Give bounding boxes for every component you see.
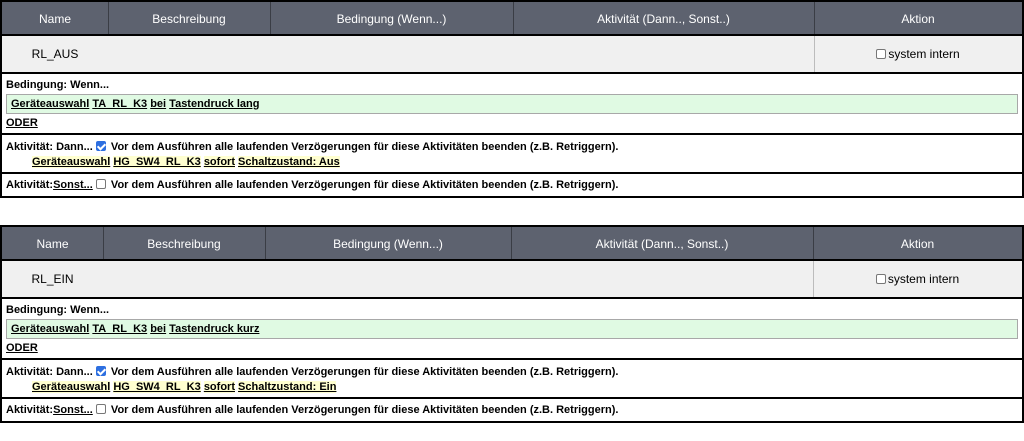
program-name[interactable]: RL_AUS	[2, 36, 109, 72]
table-header	[0, 225, 1024, 261]
then-stop-delays-text: Vor dem Ausführen alle laufenden Verzögerungen für diese Aktivitäten beenden (z.B. Retriggern).	[110, 366, 619, 378]
then-action	[6, 156, 1018, 168]
col-name: Name	[2, 227, 104, 259]
condition-device-link[interactable]: Geräteauswahl	[11, 323, 90, 335]
then-timing-link[interactable]: sofort	[203, 156, 235, 168]
else-label-prefix: Aktivität:	[6, 179, 54, 191]
then-label: Aktivität: Dann...	[6, 141, 93, 153]
else-section	[2, 397, 1022, 421]
condition-when-link[interactable]: bei	[150, 98, 167, 110]
or-link[interactable]: ODER	[6, 117, 38, 129]
then-channel-link[interactable]: HG_SW4_RL_K3	[113, 381, 201, 393]
col-name: Name	[2, 2, 109, 34]
condition-device-link[interactable]: Geräteauswahl	[11, 98, 90, 110]
else-label-prefix: Aktivität:	[6, 404, 54, 416]
program-rl-aus	[0, 0, 1024, 198]
col-description: Beschreibung	[108, 2, 271, 34]
then-section	[2, 133, 1022, 172]
then-label: Aktivität: Dann...	[6, 366, 93, 378]
system-intern-label: system intern	[888, 47, 960, 61]
or-link[interactable]: ODER	[6, 342, 38, 354]
then-state-link[interactable]: Schaltzustand: Aus	[238, 156, 340, 168]
condition-channel-link[interactable]: TA_RL_K3	[92, 323, 148, 335]
col-condition: Bedingung (Wenn...)	[265, 227, 512, 259]
then-section	[2, 358, 1022, 397]
condition-box	[6, 319, 1018, 339]
condition-title: Bedingung: Wenn...	[6, 79, 110, 91]
col-condition: Bedingung (Wenn...)	[270, 2, 514, 34]
col-activity: Aktivität (Dann.., Sonst..)	[511, 227, 814, 259]
system-intern-option[interactable]	[814, 36, 1022, 72]
program-info-row	[0, 261, 1024, 299]
then-channel-link[interactable]: HG_SW4_RL_K3	[113, 156, 201, 168]
else-link[interactable]: Sonst...	[53, 404, 93, 416]
then-action	[6, 381, 1018, 393]
program-details	[0, 299, 1024, 423]
col-activity: Aktivität (Dann.., Sonst..)	[513, 2, 815, 34]
else-link[interactable]: Sonst...	[53, 179, 93, 191]
then-device-link[interactable]: Geräteauswahl	[32, 156, 111, 168]
program-description[interactable]	[103, 261, 814, 297]
then-stop-delays-checkbox[interactable]	[96, 141, 106, 151]
then-stop-delays-text: Vor dem Ausführen alle laufenden Verzögerungen für diese Aktivitäten beenden (z.B. Retriggern).	[110, 141, 619, 153]
system-intern-label: system intern	[887, 272, 960, 286]
condition-when-link[interactable]: bei	[150, 323, 167, 335]
program-description[interactable]	[108, 36, 815, 72]
program-name[interactable]: RL_EIN	[2, 261, 104, 297]
condition-trigger-link[interactable]: Tastendruck kurz	[169, 323, 260, 335]
condition-trigger-link[interactable]: Tastendruck lang	[169, 98, 260, 110]
condition-section	[2, 299, 1022, 358]
program-details	[0, 74, 1024, 198]
then-device-link[interactable]: Geräteauswahl	[32, 381, 111, 393]
then-timing-link[interactable]: sofort	[203, 381, 235, 393]
col-description: Beschreibung	[103, 227, 266, 259]
condition-box	[6, 94, 1018, 114]
then-stop-delays-checkbox[interactable]	[96, 366, 106, 376]
else-section	[2, 172, 1022, 196]
system-intern-checkbox[interactable]	[876, 49, 886, 59]
then-state-link[interactable]: Schaltzustand: Ein	[238, 381, 337, 393]
program-info-row	[0, 36, 1024, 74]
else-stop-delays-text: Vor dem Ausführen alle laufenden Verzögerungen für diese Aktivitäten beenden (z.B. Retriggern).	[110, 179, 619, 191]
table-header	[0, 0, 1024, 36]
program-rl-ein	[0, 225, 1024, 423]
condition-channel-link[interactable]: TA_RL_K3	[92, 98, 148, 110]
else-stop-delays-text: Vor dem Ausführen alle laufenden Verzögerungen für diese Aktivitäten beenden (z.B. Retriggern).	[110, 404, 619, 416]
col-action: Aktion	[900, 237, 935, 251]
system-intern-checkbox[interactable]	[876, 274, 886, 284]
condition-section	[2, 74, 1022, 133]
else-stop-delays-checkbox[interactable]	[96, 179, 106, 189]
condition-title: Bedingung: Wenn...	[6, 304, 110, 316]
system-intern-option[interactable]	[813, 261, 1022, 297]
else-stop-delays-checkbox[interactable]	[96, 404, 106, 414]
col-action: Aktion	[901, 12, 935, 26]
